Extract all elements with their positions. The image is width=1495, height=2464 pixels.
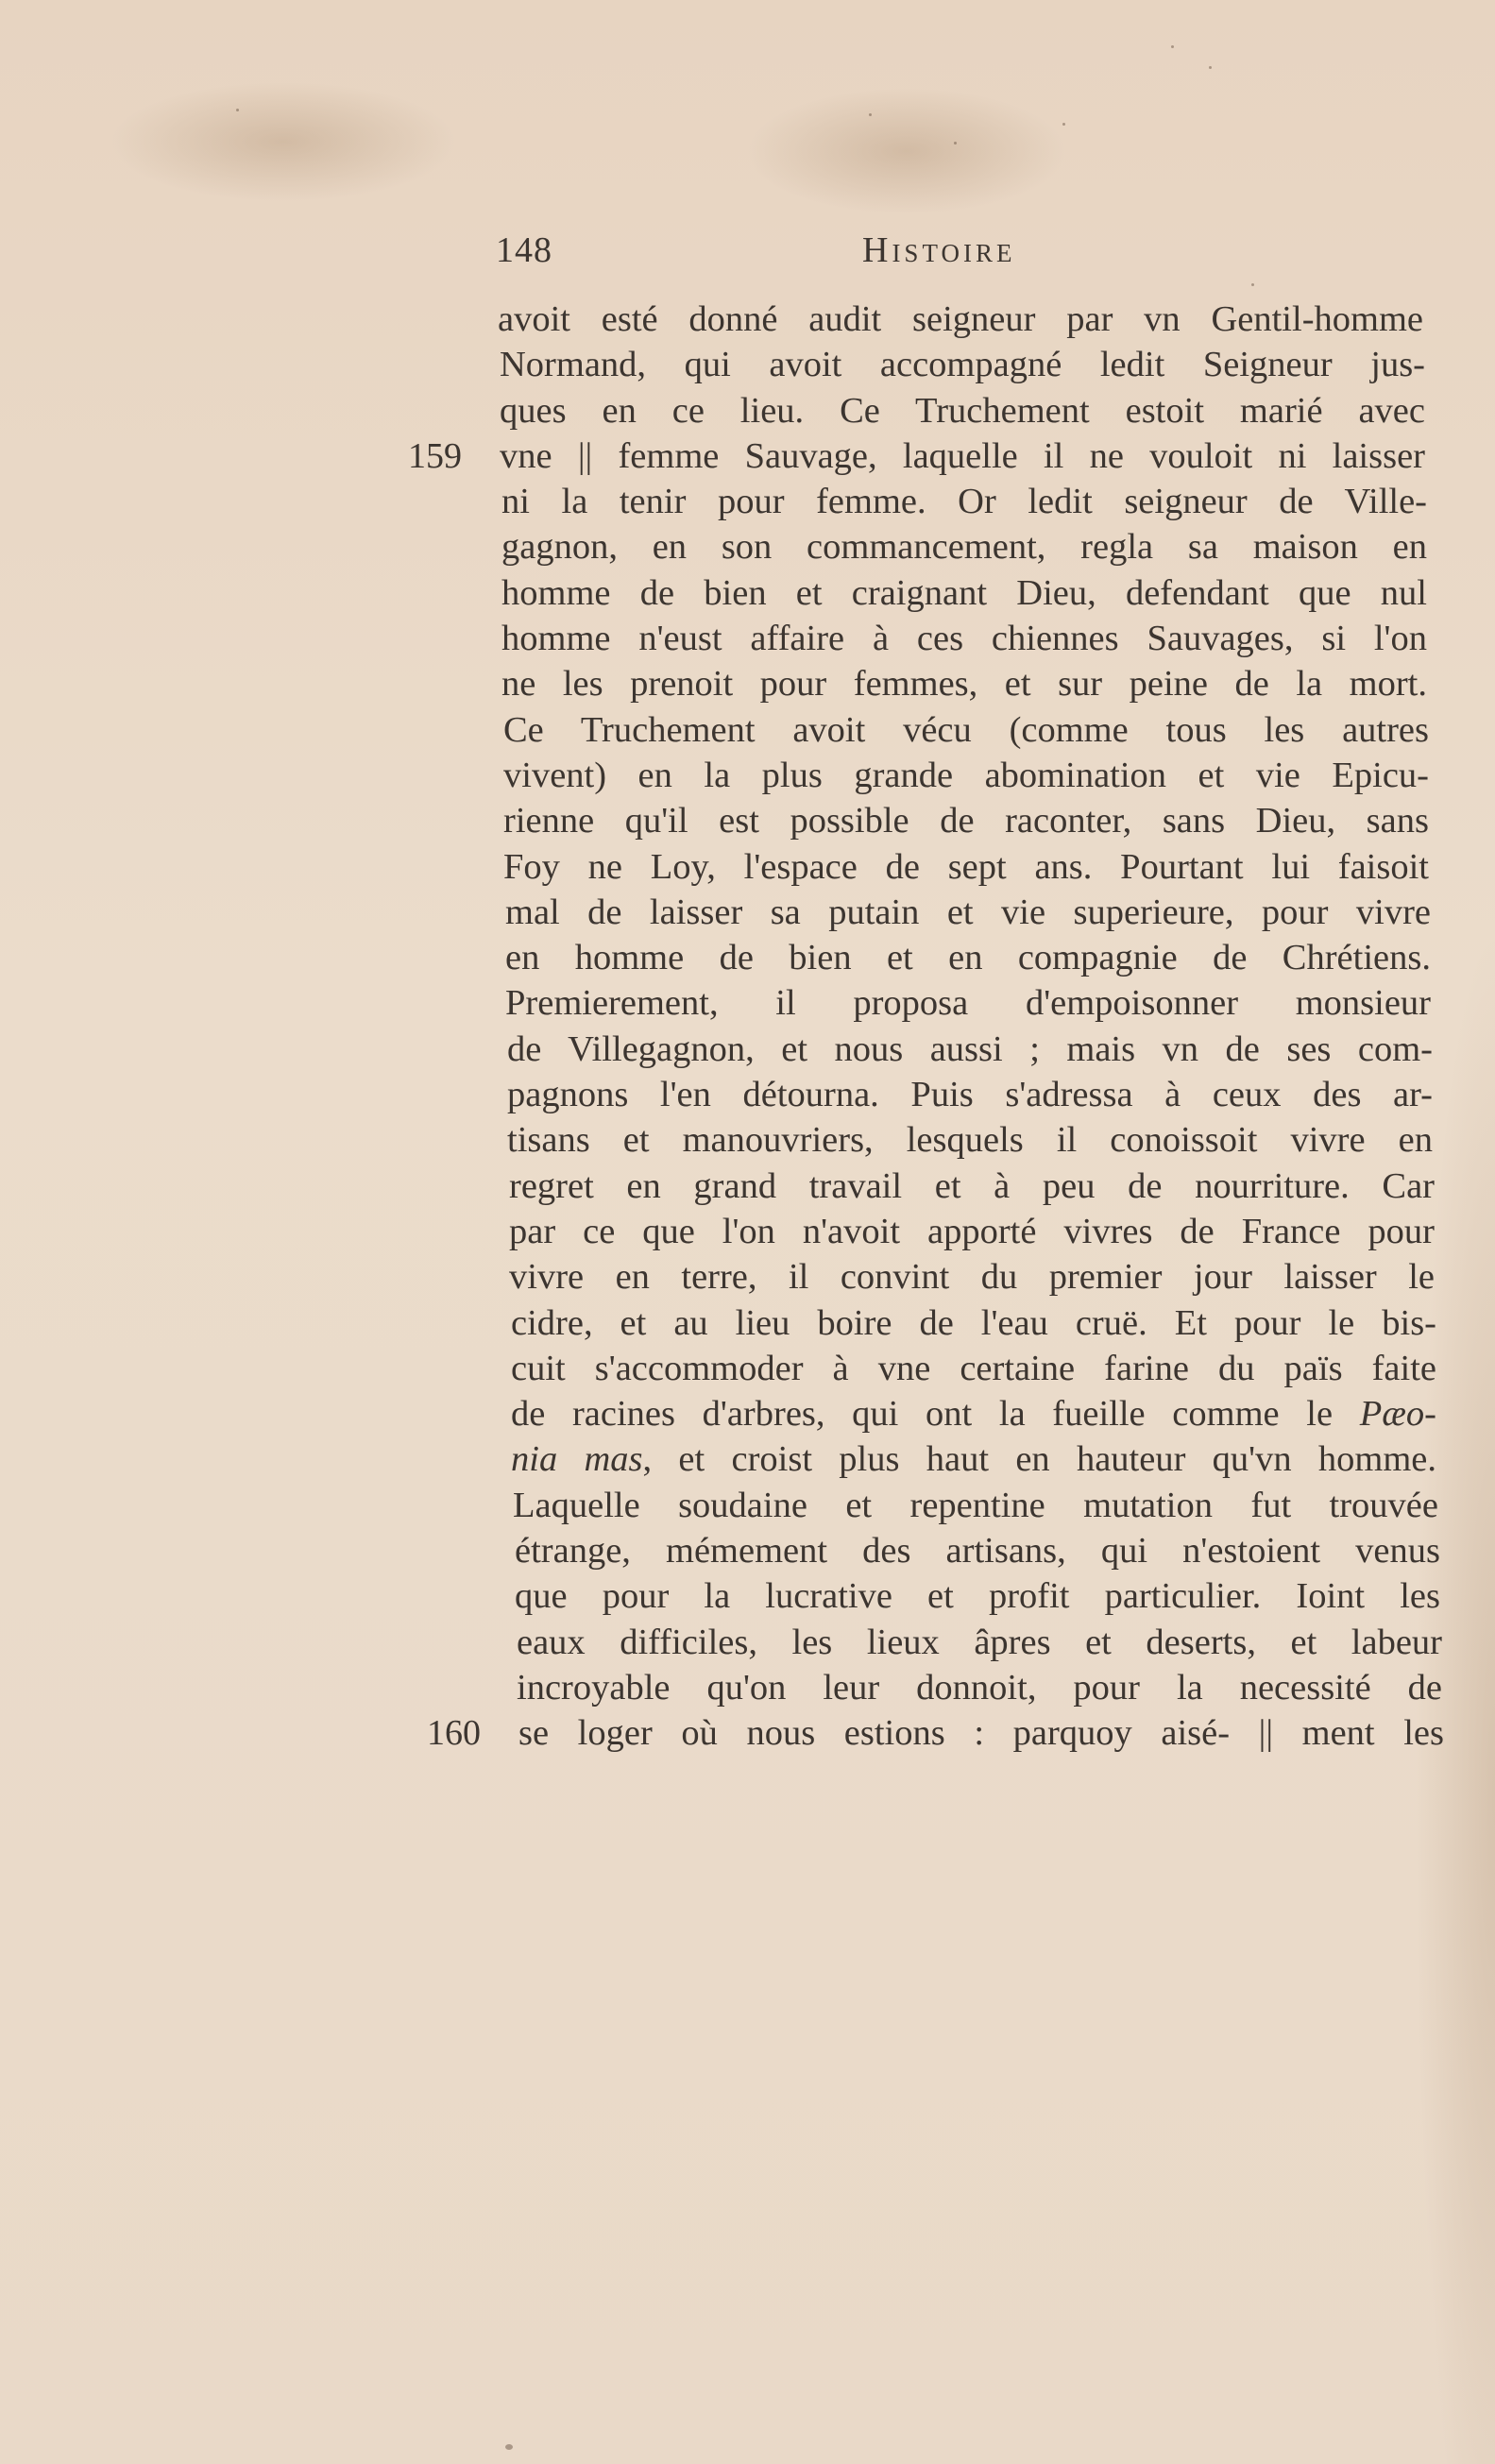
paper-speck: [1251, 283, 1254, 286]
text-line: tisans et manouvriers, lesquels il conoissoit vivre en: [507, 1120, 1433, 1161]
text-line: de Villegagnon, et nous aussi ; mais vn de ses com-: [507, 1028, 1433, 1069]
paper-speck: [869, 113, 872, 116]
text-line: ni la tenir pour femme. Or ledit seigneur de Ville-: [501, 482, 1427, 522]
paper-speck: [236, 109, 239, 111]
text-line: Ce Truchement avoit vécu (comme tous les autres: [503, 709, 1429, 750]
italic-term: nia mas: [511, 1439, 643, 1480]
text-line: 159 vne || femme Sauvage, laquelle il ne vouloit ni laisser: [500, 433, 1425, 479]
text-line: Premierement, il proposa d'empoisonner monsieur: [505, 983, 1431, 1024]
text-line: de racines d'arbres, qui ont la fueille comme le Pæo-: [511, 1394, 1436, 1435]
text-line: étrange, mémement des artisans, qui n'estoient venus: [515, 1531, 1440, 1572]
running-head: [496, 229, 1402, 277]
text-line: incroyable qu'on leur donnoit, pour la necessité de: [517, 1667, 1442, 1708]
text-line: que pour la lucrative et profit particulier. Ioint les: [515, 1576, 1440, 1617]
text-line: eaux difficiles, les lieux âpres et deserts, et labeur: [517, 1622, 1442, 1662]
text-line: vivent) en la plus grande abomination et vie Epicu-: [503, 755, 1429, 795]
text-line: homme de bien et craignant Dieu, defendant que nul: [501, 572, 1427, 613]
paper-speck: [505, 2444, 513, 2450]
text-line: homme n'eust affaire à ces chiennes Sauvages, si l'on: [501, 619, 1427, 659]
paper-speck: [1062, 123, 1065, 126]
text-line: cidre, et au lieu boire de l'eau cruë. Et pour le bis-: [511, 1302, 1436, 1343]
text-line: gagnon, en son commancement, regla sa maison en: [501, 527, 1427, 568]
paper-speck: [1209, 66, 1212, 69]
text-line: Laquelle soudaine et repentine mutation fut trouvée: [513, 1485, 1438, 1525]
text-line: ne les prenoit pour femmes, et sur peine de la mort.: [501, 664, 1427, 705]
text-line: par ce que l'on n'avoit apporté vivres de France pour: [509, 1211, 1435, 1251]
text-line: Normand, qui avoit accompagné ledit Seigneur jus-: [500, 345, 1425, 385]
text-line: nia mas, et croist plus haut en hauteur qu'vn homme.: [511, 1439, 1436, 1480]
running-head-title: Histoire: [862, 230, 1016, 270]
text-line: rienne qu'il est possible de raconter, sans Dieu, sans: [503, 801, 1429, 841]
text-line: cuit s'accommoder à vne certaine farine du païs faite: [511, 1348, 1436, 1388]
text-line: 160 se loger où nous estions : parquoy aisé- || ment les: [518, 1710, 1444, 1756]
text-line: en homme de bien et en compagnie de Chrétiens.: [505, 938, 1431, 978]
margin-line-number: 159: [408, 435, 462, 476]
text-line: vivre en terre, il convint du premier jour laisser le: [509, 1257, 1435, 1298]
text-line: pagnons l'en détourna. Puis s'adressa à ceux des ar-: [507, 1075, 1433, 1115]
text-line: Foy ne Loy, l'espace de sept ans. Pourtant lui faisoit: [503, 846, 1429, 887]
paper-speck: [1171, 45, 1174, 48]
page-number: 148: [496, 230, 552, 270]
body-text: [408, 297, 1444, 1757]
italic-term: Pæo-: [1359, 1394, 1436, 1435]
text-line: ques en ce lieu. Ce Truchement estoit marié avec: [500, 390, 1425, 431]
text-line: regret en grand travail et à peu de nourriture. Car: [509, 1165, 1435, 1206]
text-line: avoit esté donné audit seigneur par vn Gentil-homme: [498, 299, 1423, 339]
paper-speck: [954, 142, 957, 144]
text-line: mal de laisser sa putain et vie superieure, pour vivre: [505, 892, 1431, 932]
margin-line-number: 160: [427, 1713, 481, 1754]
